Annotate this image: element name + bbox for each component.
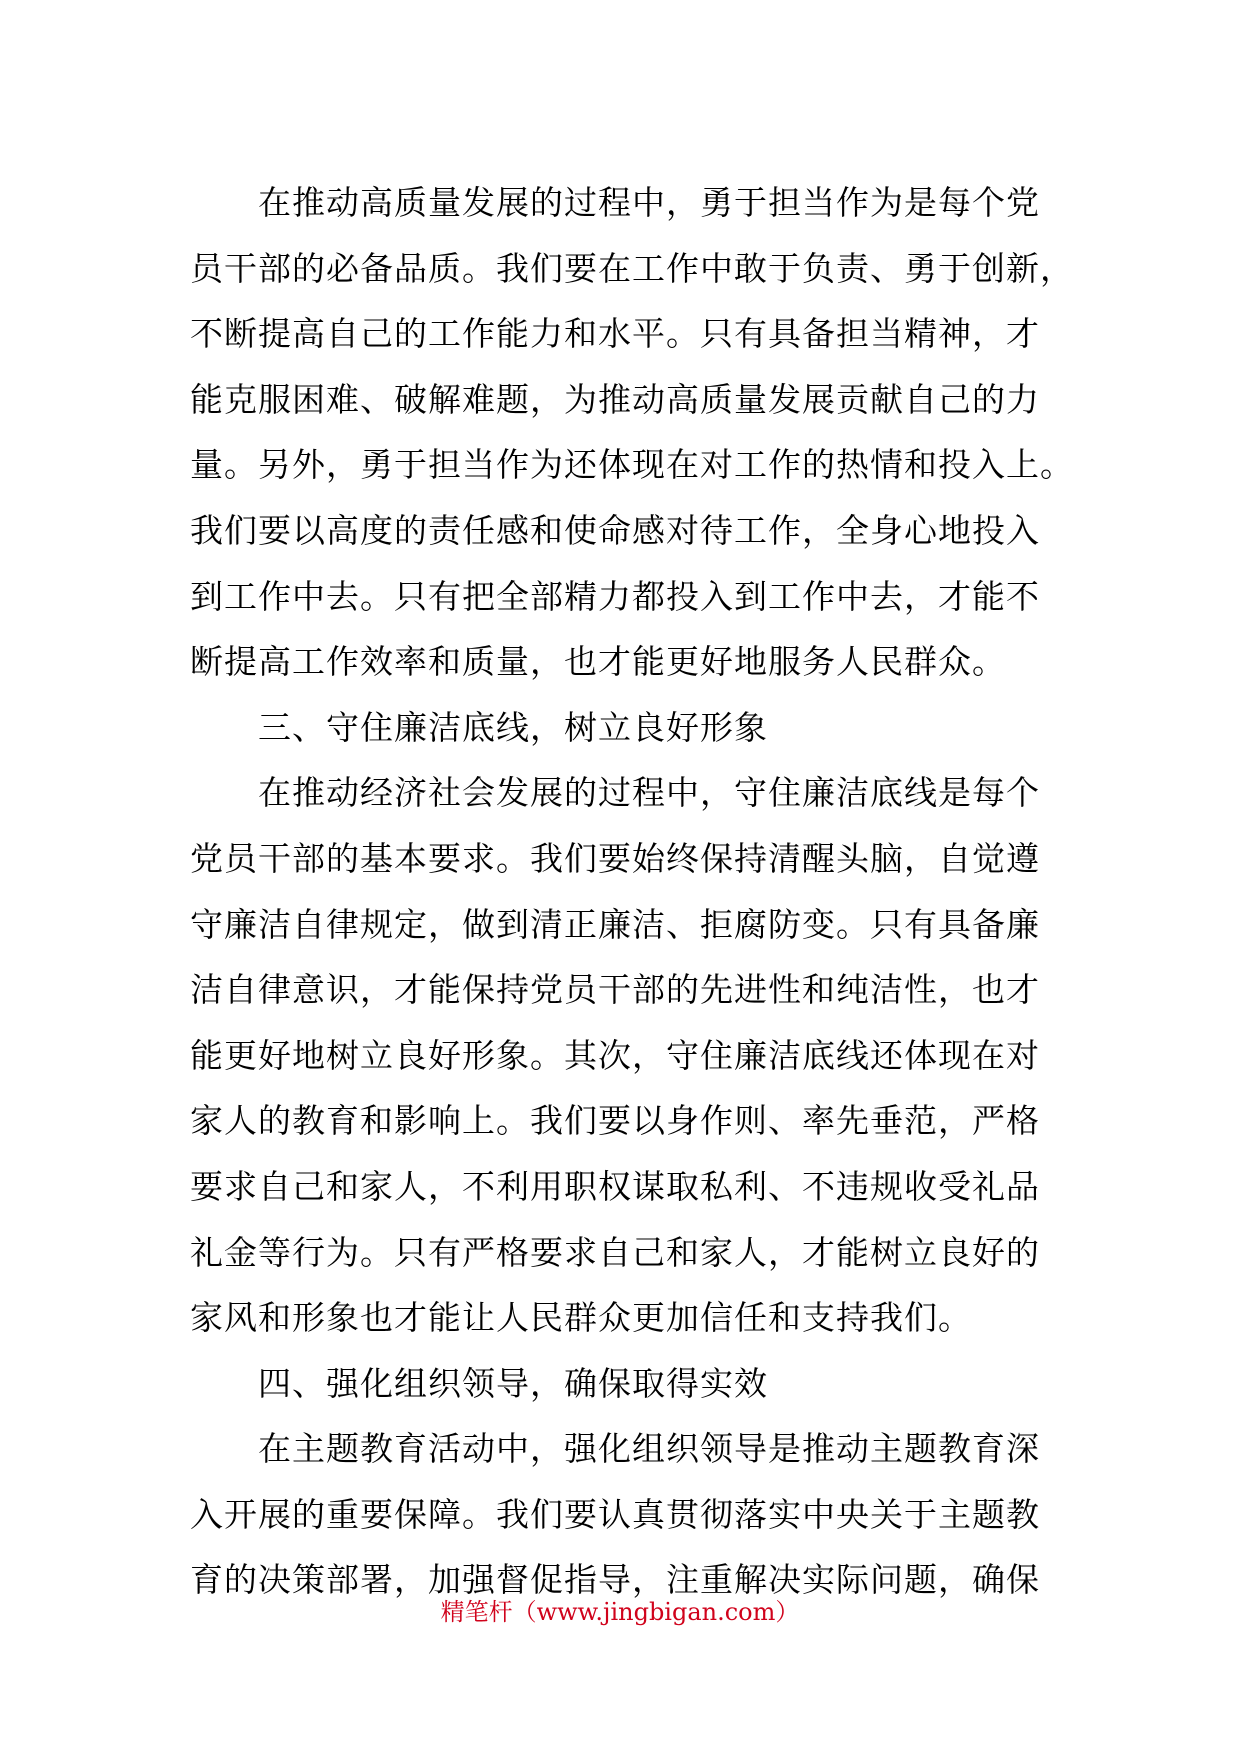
text-line: 要求自己和家人，不利用职权谋取私利、不违规收受礼品 [190, 1166, 1040, 1206]
section-heading: 四、强化组织领导，确保取得实效 [190, 1363, 768, 1403]
text-line: 党员干部的基本要求。我们要始终保持清醒头脑，自觉遵 [190, 838, 1040, 878]
section-heading: 三、守住廉洁底线，树立良好形象 [190, 707, 768, 747]
text-line: 不断提高自己的工作能力和水平。只有具备担当精神，才 [190, 314, 1040, 354]
text-line: 断提高工作效率和质量，也才能更好地服务人民群众。 [190, 642, 1006, 682]
footer-watermark: 精笔杆（www.jingbigan.com） [440, 1598, 800, 1626]
text-line: 在推动经济社会发展的过程中，守住廉洁底线是每个 [190, 773, 1040, 813]
text-line: 在主题教育活动中，强化组织领导是推动主题教育深 [190, 1429, 1040, 1469]
text-line: 入开展的重要保障。我们要认真贯彻落实中央关于主题教 [190, 1494, 1040, 1534]
text-line: 我们要以高度的责任感和使命感对待工作，全身心地投入 [190, 510, 1040, 550]
text-line: 洁自律意识，才能保持党员干部的先进性和纯洁性，也才 [190, 970, 1040, 1010]
text-line: 能更好地树立良好形象。其次，守住廉洁底线还体现在对 [190, 1035, 1040, 1075]
text-line: 到工作中去。只有把全部精力都投入到工作中去，才能不 [190, 576, 1040, 616]
text-line: 礼金等行为。只有严格要求自己和家人，才能树立良好的 [190, 1232, 1040, 1272]
text-line: 家风和形象也才能让人民群众更加信任和支持我们。 [190, 1298, 972, 1338]
text-line: 家人的教育和影响上。我们要以身作则、率先垂范，严格 [190, 1101, 1040, 1141]
text-line: 员干部的必备品质。我们要在工作中敢于负责、勇于创新， [190, 248, 1074, 288]
text-line: 守廉洁自律规定，做到清正廉洁、拒腐防变。只有具备廉 [190, 904, 1040, 944]
text-line: 在推动高质量发展的过程中，勇于担当作为是每个党 [190, 183, 1040, 222]
text-line: 育的决策部署，加强督促指导，注重解决实际问题，确保 [190, 1560, 1040, 1600]
document-body [190, 170, 1074, 1613]
text-line: 量。另外，勇于担当作为还体现在对工作的热情和投入上。 [190, 445, 1074, 485]
text-line: 能克服困难、破解难题，为推动高质量发展贡献自己的力 [190, 379, 1040, 419]
